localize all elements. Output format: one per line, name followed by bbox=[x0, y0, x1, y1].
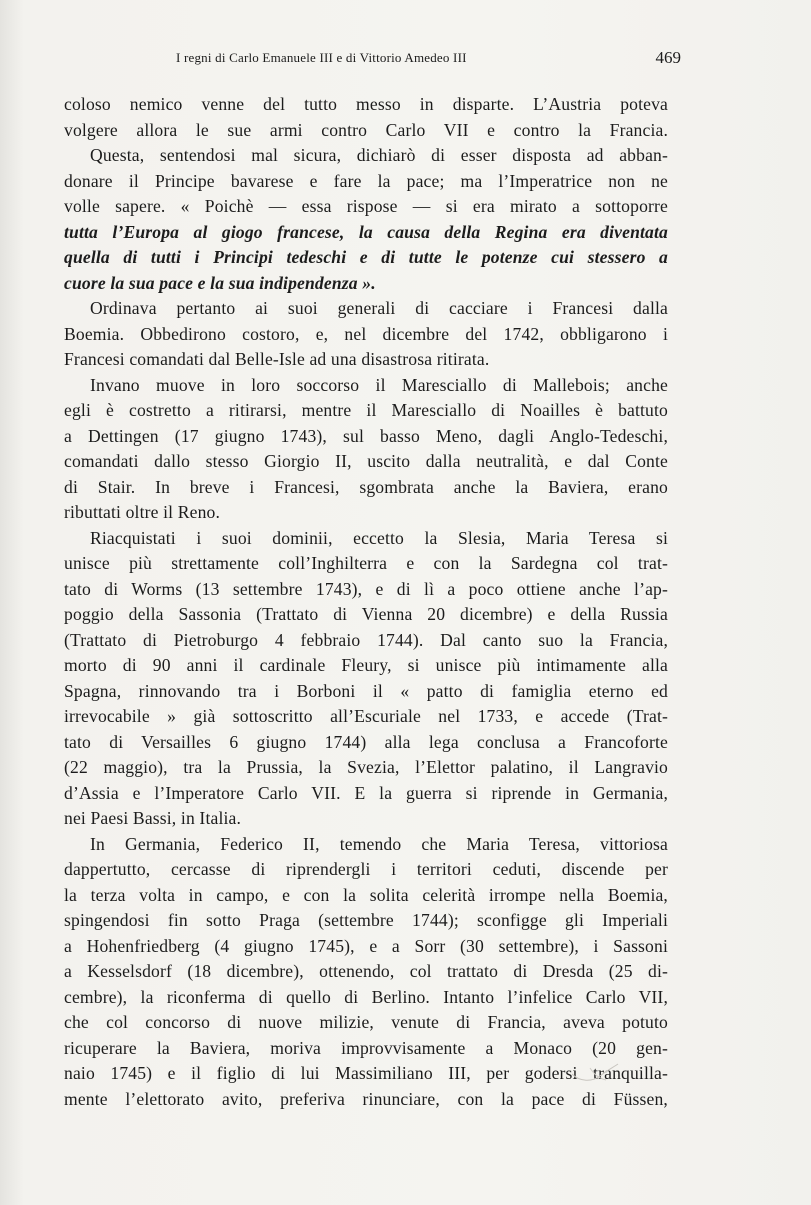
text-line: unisce più strettamente coll’Inghilterra e con la Sardegna col trat- bbox=[64, 553, 668, 573]
text-line: (Trattato di Pietroburgo 4 febbraio 1744). Dal canto suo la Francia, bbox=[64, 629, 668, 650]
body-text bbox=[64, 92, 668, 1112]
text-line: tato di Versailles 6 giugno 1744) alla lega conclusa a Francoforte bbox=[64, 731, 668, 752]
text-line: a Hohenfriedberg (4 giugno 1745), e a Sorr (30 settembre), i Sassoni bbox=[64, 935, 668, 956]
text-line: Spagna, rinnovando tra i Borboni il « patto di famiglia eterno ed bbox=[64, 680, 668, 701]
text-line: coloso nemico venne del tutto messo in disparte. L’Austria poteva bbox=[64, 94, 668, 114]
text-line: spingendosi fin sotto Praga (settembre 1744); sconfigge gli Imperiali bbox=[64, 910, 668, 930]
text-line: donare il Principe bavarese e fare la pace; ma l’Imperatrice non ne bbox=[64, 170, 668, 191]
text-line: tato di Worms (13 settembre 1743), e di lì a poco ottiene anche l’ap- bbox=[64, 578, 668, 599]
text-line: tutta l’Europa al giogo francese, la causa della Regina era diventata bbox=[64, 221, 668, 242]
text-line: quella di tutti i Principi tedeschi e di tutte le potenze cui stessero a bbox=[64, 247, 668, 267]
text-line: Riacquistati i suoi dominii, eccetto la Slesia, Maria Teresa si bbox=[90, 527, 668, 548]
page-header bbox=[64, 48, 711, 72]
text-line: di Stair. In breve i Francesi, sgombrata anche la Baviera, erano bbox=[64, 476, 668, 497]
text-line: volle sapere. « Poichè — essa rispose — si era mirato a sottoporre bbox=[64, 196, 668, 216]
text-line: cuore la sua pace e la sua indipendenza ». bbox=[64, 272, 376, 293]
text-line: nei Paesi Bassi, in Italia. bbox=[64, 808, 242, 828]
text-line: ricuperare la Baviera, moriva improvvisamente a Monaco (20 gen- bbox=[64, 1037, 668, 1058]
text-line: cembre), la riconferma di quello di Berlino. Intanto l’infelice Carlo VII, bbox=[64, 986, 668, 1007]
text-line: In Germania, Federico II, temendo che Maria Teresa, vittoriosa bbox=[90, 833, 668, 854]
text-line: la terza volta in campo, e con la solita celerità irrompe nella Boemia, bbox=[64, 884, 668, 905]
text-line: (22 maggio), tra la Prussia, la Svezia, l’Elettor palatino, il Langravio bbox=[64, 757, 668, 777]
text-line: Francesi comandati dal Belle-Isle ad una disastrosa ritirata. bbox=[64, 349, 490, 369]
text-line: egli è costretto a ritirarsi, mentre il Maresciallo di Noailles è battuto bbox=[64, 400, 668, 420]
text-line: d’Assia e l’Imperatore Carlo VII. E la guerra si riprende in Germania, bbox=[64, 782, 668, 803]
text-line: a Kesselsdorf (18 dicembre), ottenendo, col trattato di Dresda (25 di- bbox=[64, 961, 668, 981]
running-title: I regni di Carlo Emanuele III e di Vittorio Amedeo III bbox=[176, 50, 467, 65]
text-line: irrevocabile » già sottoscritto all’Escuriale nel 1733, e accede (Trat- bbox=[64, 706, 668, 726]
text-line: Ordinava pertanto ai suoi generali di cacciare i Francesi dalla bbox=[90, 298, 668, 318]
text-line: volgere allora le sue armi contro Carlo VII e contro la Francia. bbox=[64, 119, 668, 140]
text-line: dappertutto, cercasse di riprendergli i territori ceduti, discende per bbox=[64, 859, 668, 879]
text-line: Boemia. Obbedirono costoro, e, nel dicembre del 1742, obbligarono i bbox=[64, 323, 668, 344]
text-line: a Dettingen (17 giugno 1743), sul basso Meno, dagli Anglo-Tedeschi, bbox=[64, 425, 668, 446]
text-line: mente l’elettorato avito, preferiva rinunciare, con la pace di Füssen, bbox=[64, 1088, 668, 1109]
text-line: poggio della Sassonia (Trattato di Vienna 20 dicembre) e della Russia bbox=[64, 604, 668, 624]
text-line: che col concorso di nuove milizie, venute di Francia, aveva potuto bbox=[64, 1012, 668, 1032]
text-line: Questa, sentendosi mal sicura, dichiarò di esser disposta ad abban- bbox=[90, 145, 668, 165]
text-line: ributtati oltre il Reno. bbox=[64, 502, 221, 522]
pencil-mark bbox=[566, 1056, 622, 1086]
text-line: naio 1745) e il figlio di lui Massimiliano III, per godersi tranquilla- bbox=[64, 1063, 668, 1083]
text-line: comandati dallo stesso Giorgio II, uscito dalla neutralità, e dal Conte bbox=[64, 451, 668, 471]
text-line: Invano muove in loro soccorso il Maresciallo di Mallebois; anche bbox=[90, 374, 668, 395]
page-number: 469 bbox=[655, 48, 681, 67]
text-line: morto di 90 anni il cardinale Fleury, si unisce più intimamente alla bbox=[64, 655, 668, 675]
